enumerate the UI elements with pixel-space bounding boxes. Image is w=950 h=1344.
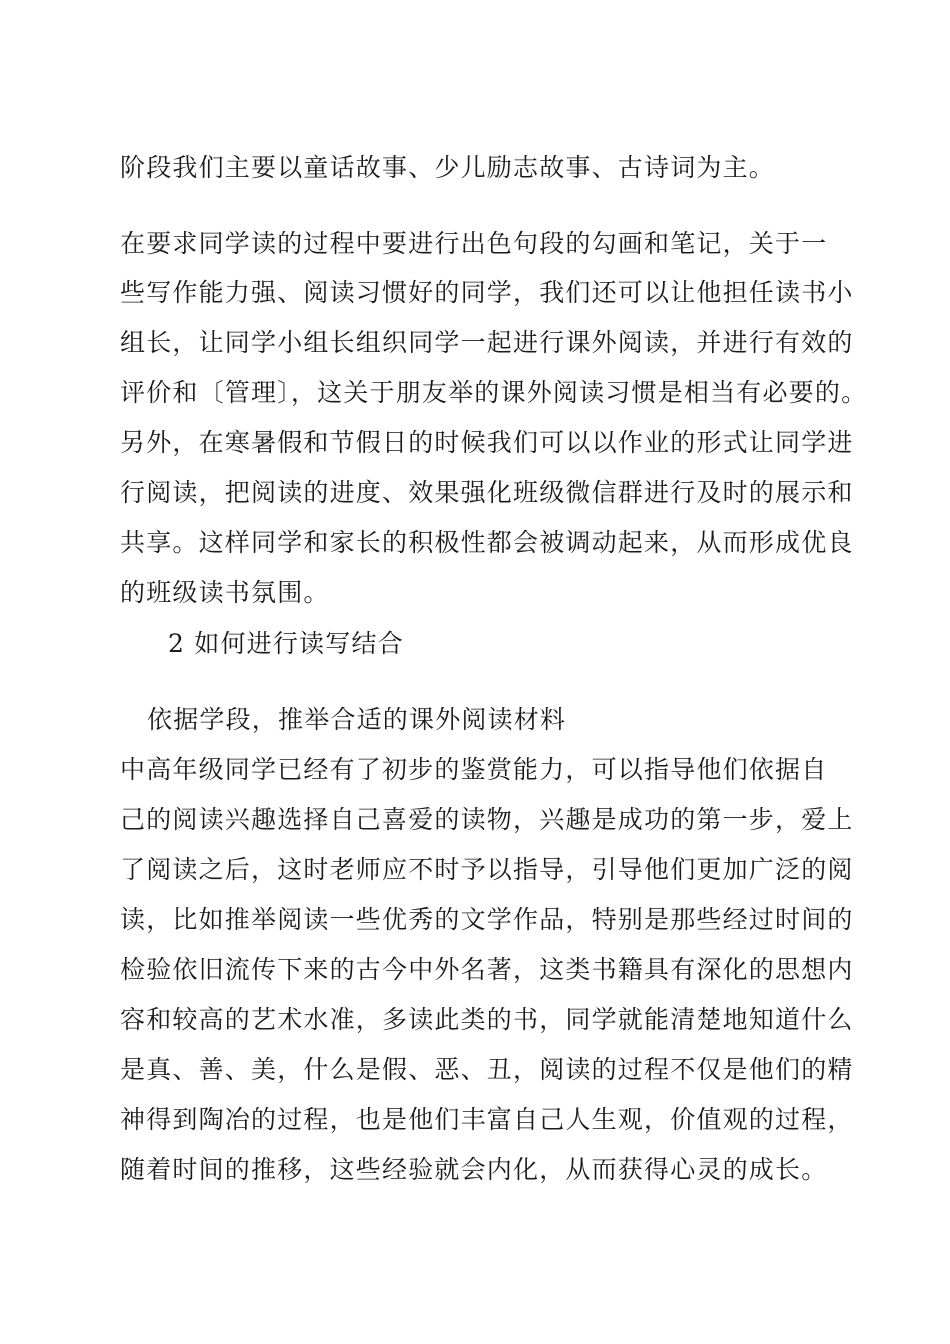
paragraph-line: 中高年级同学已经有了初步的鉴赏能力，可以指导他们依据自 [120,755,828,784]
paragraph-line: 评价和〔管理〕，这关于朋友举的课外阅读习惯是相当有必要的。 [120,378,868,407]
paragraph-line: 在要求同学读的过程中要进行出色句段的勾画和笔记，关于一 [120,229,828,258]
paragraph-line: 些写作能力强、阅读习惯好的同学，我们还可以让他担任读书小 [120,278,854,307]
paragraph-line: 组长，让同学小组长组织同学一起进行课外阅读，并进行有效的 [120,328,854,357]
paragraph-line: 读，比如推举阅读一些优秀的文学作品，特别是那些经过时间的 [120,905,854,934]
paragraph-line: 检验依旧流传下来的古今中外名著，这类书籍具有深化的思想内 [120,955,854,984]
paragraph-line: 随着时间的推移，这些经验就会内化，从而获得心灵的成长。 [120,1155,828,1184]
paragraph-line: 阶段我们主要以童话故事、少儿励志故事、古诗词为主。 [120,153,776,182]
paragraph-line: 己的阅读兴趣选择自己喜爱的读物，兴趣是成功的第一步，爱上 [120,805,854,834]
paragraph-line: 了阅读之后，这时老师应不时予以指导，引导他们更加广泛的阅 [120,855,854,884]
paragraph-line: 是真、善、美，什么是假、恶、丑，阅读的过程不仅是他们的精 [120,1055,854,1084]
section-heading: 2 如何进行读写结合 [168,629,404,658]
paragraph-line: 神得到陶冶的过程，也是他们丰富自己人生观，价值观的过程， [120,1105,854,1134]
paragraph-line: 的班级读书氛围。 [120,578,330,607]
paragraph-line: 共享。这样同学和家长的积极性都会被调动起来，从而形成优良 [120,528,854,557]
paragraph-line: 另外，在寒暑假和节假日的时候我们可以以作业的形式让同学进 [120,428,854,457]
sub-heading: 依据学段，推举合适的课外阅读材料 [147,705,567,734]
paragraph-line: 行阅读，把阅读的进度、效果强化班级微信群进行及时的展示和 [120,478,854,507]
paragraph-line: 容和较高的艺术水准，多读此类的书，同学就能清楚地知道什么 [120,1005,854,1034]
